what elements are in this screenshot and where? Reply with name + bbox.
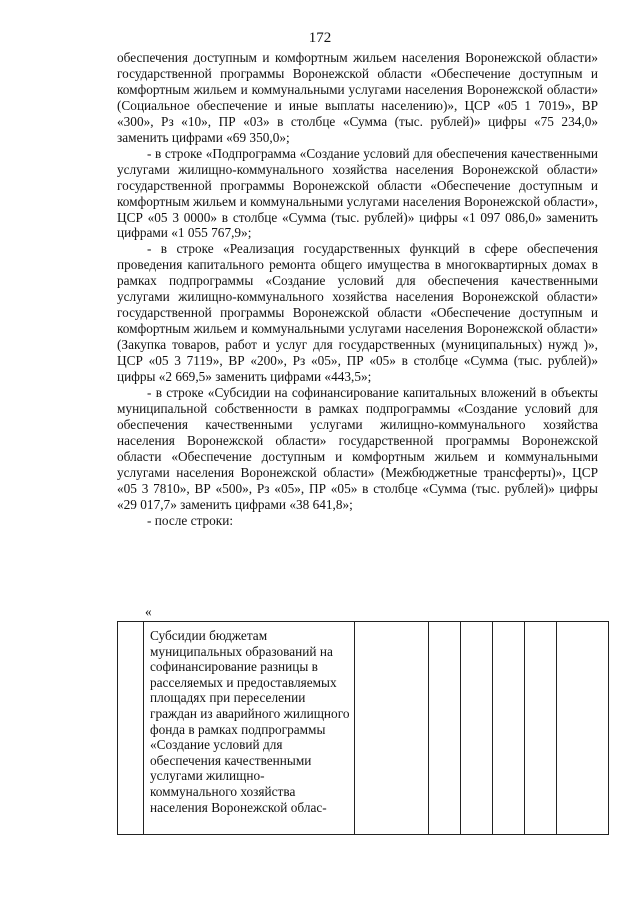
after-line-instruction: - после строки:: [147, 512, 234, 528]
table-cell-empty: [557, 622, 609, 835]
table-cell-empty: [355, 622, 429, 835]
paragraph-3: - в строке «Реализация государственных функций в сфере обеспечения проведения капитального ремонта общего имущества в многоквартирных домах в рамках подпрограммы «Создание условий для обеспечения качественными услугами жилищно-коммунального хозяйства населения Воронежской области» государственной программы Воронежской области «Обеспечение доступным и комфортным жильем и коммунальными услугами населения Воронежской области» (Закупка товаров, работ и услуг для государственных (муниципальных) нужд )», ЦСР «05 3 7119», ВР «200», Рз «05», ПР «05» в столбце «Сумма (тыс. рублей)» цифры «2 669,5» заменить цифрами «443,5»;: [117, 241, 598, 385]
table-cell-empty: [493, 622, 525, 835]
paragraph-1: обеспечения доступным и комфортным жильем населения Воронежской области» государственной программы Воронежской области «Обеспечение доступным и комфортным жильем и коммунальными услугами населения Воронежской области» (Социальное обеспечение и иные выплаты населению)», ЦСР «05 1 7019», ВР «300», Рз «10», ПР «03» в столбце «Сумма (тыс. рублей)» цифры «75 234,0» заменить цифрами «69 350,0»;: [117, 50, 598, 145]
table-cell-empty: [429, 622, 461, 835]
paragraph-2: - в строке «Подпрограмма «Создание условий для обеспечения качественными услугами жилищно-коммунального хозяйства населения Воронежской области» государственной программы Воронежской области «Обеспечение доступным и комфортным жильем и коммунальными услугами населения Воронежской области», ЦСР «05 3 0000» в столбце «Сумма (тыс. рублей)» цифры «1 097 086,0» заменить цифрами «1 055 767,9»;: [117, 145, 598, 241]
table-cell-empty: [461, 622, 493, 835]
table-cell-empty: [525, 622, 557, 835]
body-text: [117, 50, 598, 529]
table-cell-name-text: Субсидии бюджетам муниципальных образований на софинансирование разницы в расселяемых и предоставляемых площадях при переселении граждан из аварийного жилищного фонда в рамках подпрограммы «Создание условий для обеспечения качественными услугами жилищно-коммунального хозяйства населения Воронежской облас-: [150, 628, 350, 815]
opening-quote: «: [145, 604, 152, 619]
table-cell-name: [144, 622, 355, 835]
table-row: [118, 622, 609, 835]
table-cell-empty: [118, 622, 144, 835]
paragraph-4: - в строке «Субсидии на софинансирование капитальных вложений в объекты муниципальной собственности в рамках подпрограммы «Создание условий для обеспечения качественными услугами жилищно-коммунального хозяйства населения Воронежской области» государственной программы Воронежской области «Обеспечение доступным и комфортным жильем и коммунальными услугами населения Воронежской области» (Межбюджетные трансферты)», ЦСР «05 3 7810», ВР «500», Рз «05», ПР «05» в столбце «Сумма (тыс. рублей)» цифры «29 017,7» заменить цифрами «38 641,8»;: [117, 385, 598, 512]
budget-table: [117, 621, 609, 835]
page-number: 172: [308, 30, 332, 46]
